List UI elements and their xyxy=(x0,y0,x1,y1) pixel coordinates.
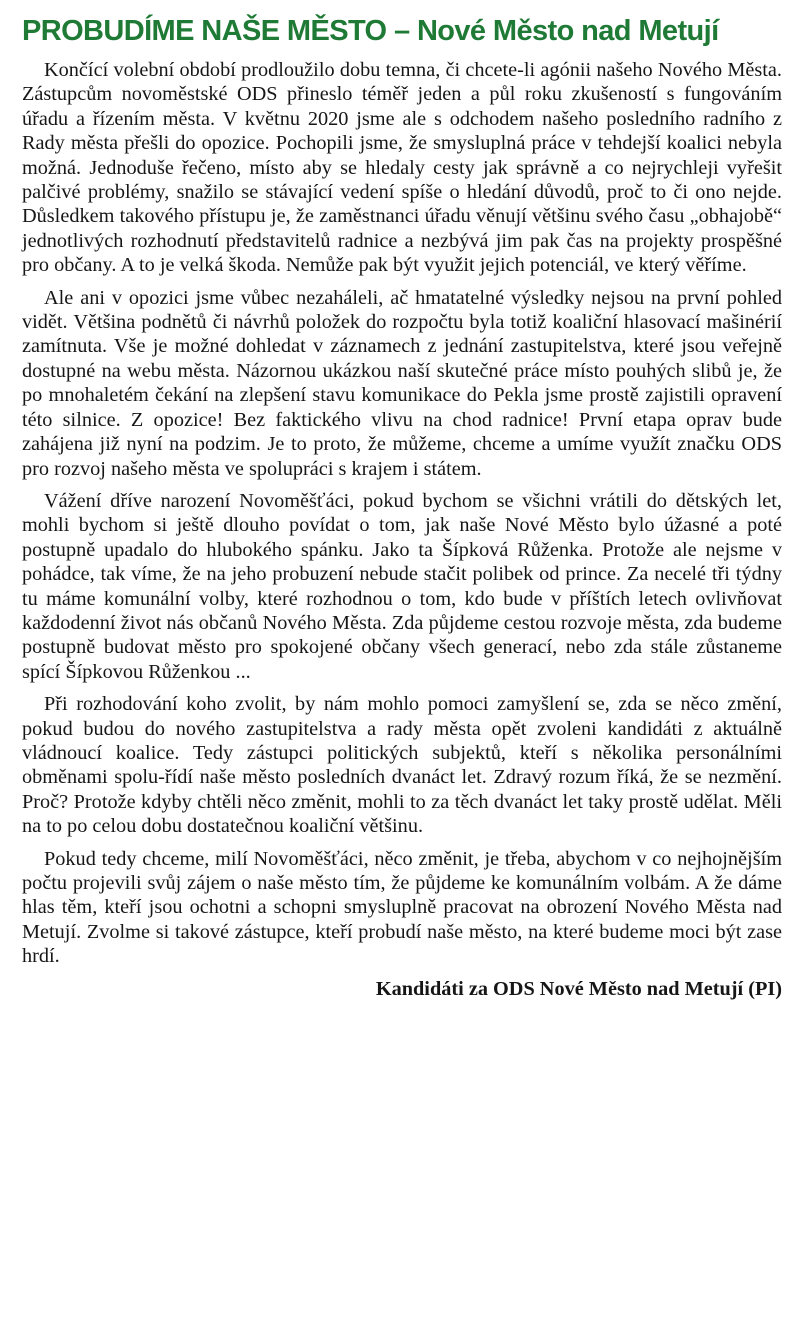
paragraph: Pokud tedy chceme, milí Novoměšťáci, něco změnit, je třeba, abychom v co nejhojnějším počtu projevili svůj zájem o naše město tím, že půjdeme ke komunálním volbám. A že dáme hlas těm, kteří jsou ochotni a schopni smysluplně pracovat na obrození Nového Města nad Metují. Zvolme si takové zástupce, kteří probudí naše město, na které budeme moci být zase hrdí. xyxy=(22,847,782,968)
paragraph: Vážení dříve narození Novoměšťáci, pokud bychom se všichni vrátili do dětských let, mohli bychom si ještě dlouho povídat o tom, jak naše Nové Město bylo úžasné a poté postupně upadalo do hlubokého spánku. Jako ta Šípková Růženka. Protože ale nejsme v pohádce, tak víme, že na jeho probuzení nebude stačit polibek od prince. Za necelé tři týdny tu máme komunální volby, které rozhodnou o tom, kdo bude v příštích letech ovlivňovat každodenní život nás občanů Nového Města. Zda půjdeme cestou rozvoje města, zda budeme postupně budovat město pro spokojené občany všech generací, nebo zda stále zůstaneme spící Šípkovou Růženkou ... xyxy=(22,489,782,683)
article-signature: Kandidáti za ODS Nové Město nad Metují (PI) xyxy=(375,977,782,1000)
paragraph: Ale ani v opozici jsme vůbec nezaháleli, ač hmatatelné výsledky nejsou na první pohled vidět. Většina podnětů či návrhů položek do rozpočtu byla totiž koaliční hlasovací mašinérií zamítnuta. Vše je možné dohledat v záznamech z jednání zastupitelstva, které jsou veřejně dostupné na webu města. Názornou ukázkou naší skutečné práce místo pouhých slibů je, že po mnohaletém čekání na zlepšení stavu komunikace do Pekla jsme prostě zajistili opravení této silnice. Z opozice! Bez faktického vlivu na chod radnice! První etapa oprav bude zahájena již nyní na podzim. Je to proto, že můžeme, chceme a umíme využít značku ODS pro rozvoj našeho města ve spolupráci s krajem i státem. xyxy=(22,286,782,480)
article-title: PROBUDÍME NAŠE MĚSTO – Nové Město nad Metují xyxy=(22,15,719,47)
paragraph: Končící volební období prodloužilo dobu temna, či chcete-li agónii našeho Nového Města. Zástupcům novoměstské ODS přineslo téměř jeden a půl roku zkušeností s fungováním úřadu a řízením města. V květnu 2020 jsme ale s odchodem našeho posledního radního z Rady města přešli do opozice. Pochopili jsme, že smysluplná práce v tehdejší koalici nebyla možná. Jednoduše řečeno, místo aby se hledaly cesty jak správně a co nejrychleji vyřešit palčivé problémy, snažilo se stávající vedení spíše o hledání důvodů, proč to či ono nejde. Důsledkem takového přístupu je, že zaměstnanci úřadu věnují většinu svého času „obhajobě“ jednotlivých rozhodnutí představitelů radnice a nezbývá jim pak čas na projekty prospěšné pro občany. A to je velká škoda. Nemůže pak být využit jejich potenciál, ve který věříme. xyxy=(22,59,782,277)
article-body xyxy=(22,58,782,969)
paragraph: Při rozhodování koho zvolit, by nám mohlo pomoci zamyšlení se, zda se něco změní, pokud budou do nového zastupitelstva a rady města opět zvoleni kandidáti z aktuálně vládnoucí koalice. Tedy zástupci politických subjektů, kteří s několika personálními obměnami spolu-řídí naše město posledních dvanáct let. Zdravý rozum říká, že se nezmění. Proč? Protože kdyby chtěli něco změnit, mohli to za těch dvanáct let taky prostě udělat. Měli na to po celou dobu dostatečnou koaliční většinu. xyxy=(22,693,782,838)
